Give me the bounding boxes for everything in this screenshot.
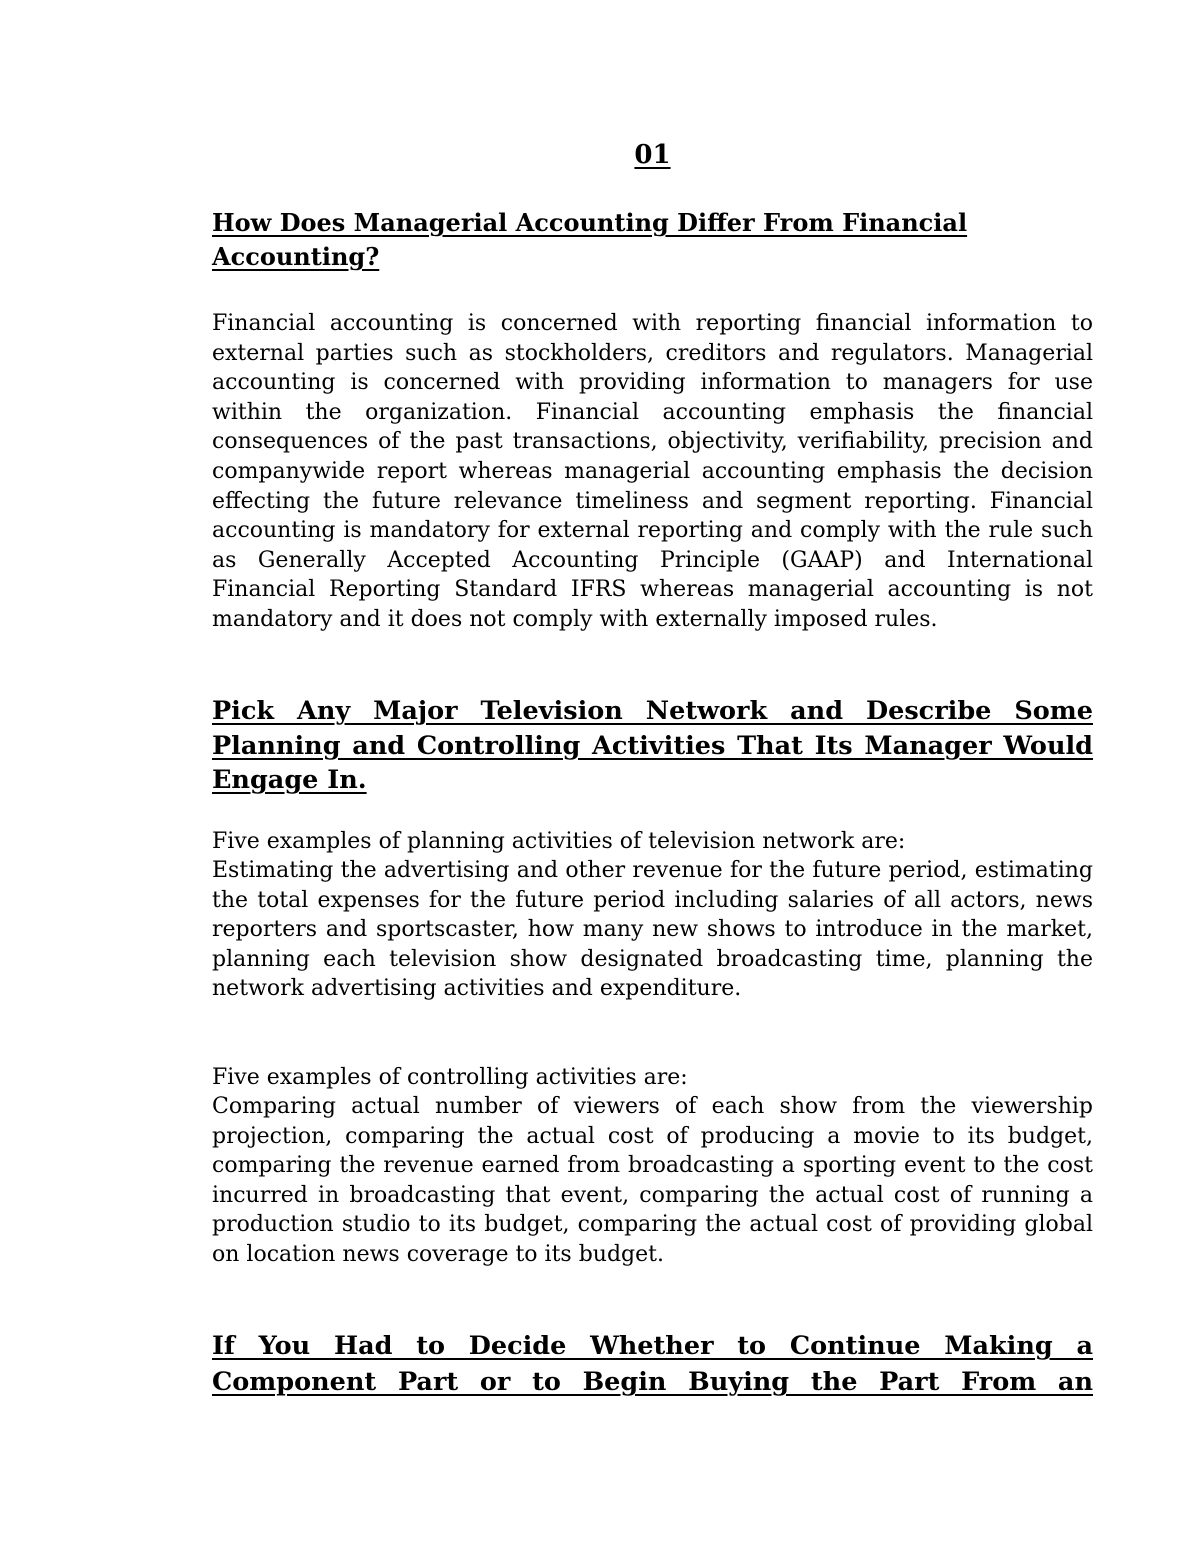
planning-activities-intro: Five examples of planning activities of television network are: — [212, 829, 906, 854]
section-heading-television-network: Pick Any Major Television Network and Describe Some Planning and Controlling Activities That Its Manager Would Engage In. — [212, 696, 1093, 795]
section-heading-managerial-vs-financial: How Does Managerial Accounting Differ From Financial Accounting? — [212, 208, 968, 271]
controlling-activities-intro: Five examples of controlling activities are: — [212, 1065, 688, 1090]
section-heading-make-or-buy: If You Had to Decide Whether to Continue Making a Component Part or to Begin Buying the Part From an — [212, 1331, 1093, 1397]
page-number: 01 — [634, 140, 671, 170]
controlling-activities-text: Comparing actual number of viewers of each show from the viewership projection, comparing the actual cost of producing a movie to its budget, comparing the revenue earned from broadcasting a sporting event to the cost incurred in broadcasting that event, comparing the actual cost of running a production studio to its budget, comparing the actual cost of providing global on location news coverage to its budget. — [212, 1094, 1093, 1267]
section-paragraph-managerial-vs-financial: Financial accounting is concerned with reporting financial information to external parties such as stockholders, creditors and regulators. Managerial accounting is concerned with providing information to managers for use within the organization. Financial accounting emphasis the financial consequences of the past transactions, objectivity, verifiability, precision and companywide report whereas managerial accounting emphasis the decision effecting the future relevance timeliness and segment reporting. Financial accounting is mandatory for external reporting and comply with the rule such as Generally Accepted Accounting Principle (GAAP) and International Financial Reporting Standard IFRS whereas managerial accounting is not mandatory and it does not comply with externally imposed rules. — [212, 311, 1093, 632]
planning-activities-text: Estimating the advertising and other revenue for the future period, estimating the total expenses for the future period including salaries of all actors, news reporters and sportscaster, how many new shows to introduce in the market, planning each television show designated broadcasting time, planning the network advertising activities and expenditure. — [212, 858, 1093, 1002]
